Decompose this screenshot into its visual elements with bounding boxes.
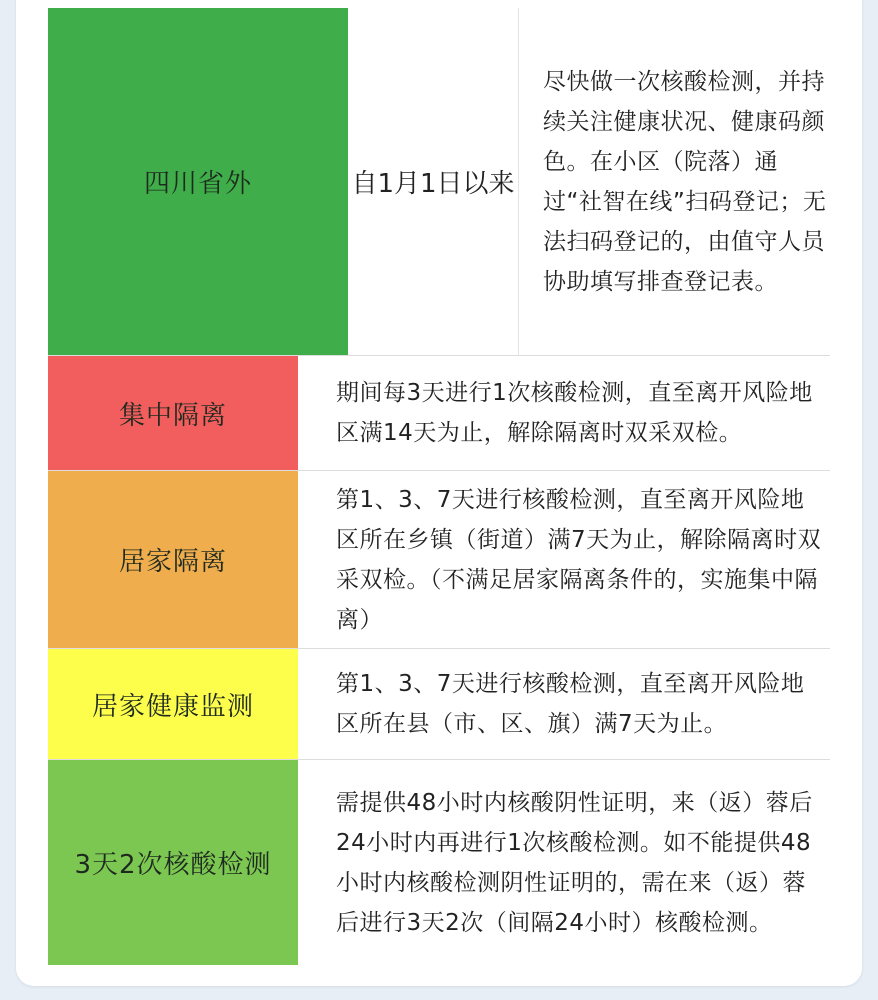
table-row	[48, 8, 830, 356]
description-cell	[336, 649, 824, 759]
category-cell: 四川省外	[48, 8, 348, 355]
table-row	[48, 760, 830, 965]
description-text: 尽快做一次核酸检测，并持续关注健康状况、健康码颜色。在小区（院落）通过“社智在线”扫码登记；无法扫码登记的，由值守人员协助填写排查登记表。	[543, 68, 827, 295]
description-cell	[543, 8, 830, 355]
description-cell	[336, 471, 824, 648]
category-cell: 集中隔离	[48, 356, 298, 470]
period-cell: 自1月1日以来	[348, 8, 519, 355]
table-row	[48, 471, 830, 649]
category-cell: 居家隔离	[48, 471, 298, 648]
category-cell: 3天2次核酸检测	[48, 760, 298, 965]
description-cell	[336, 356, 824, 470]
table-row	[48, 356, 830, 471]
category-cell: 居家健康监测	[48, 649, 298, 759]
description-text: 期间每3天进行1次核酸检测，直至离开风险地区满14天为止，解除隔离时双采双检。	[336, 380, 813, 446]
description-text: 第1、3、7天进行核酸检测，直至离开风险地区所在县（市、区、旗）满7天为止。	[336, 671, 805, 737]
table-row	[48, 649, 830, 760]
description-text: 需提供48小时内核酸阴性证明，来（返）蓉后24小时内再进行1次核酸检测。如不能提供48小时内核酸检测阴性证明的，需在来（返）蓉后进行3天2次（间隔24小时）核酸检测。	[336, 789, 813, 936]
description-cell	[336, 760, 824, 965]
description-text: 第1、3、7天进行核酸检测，直至离开风险地区所在乡镇（街道）满7天为止，解除隔离时双采双检。（不满足居家隔离条件的，实施集中隔离）	[336, 486, 822, 633]
